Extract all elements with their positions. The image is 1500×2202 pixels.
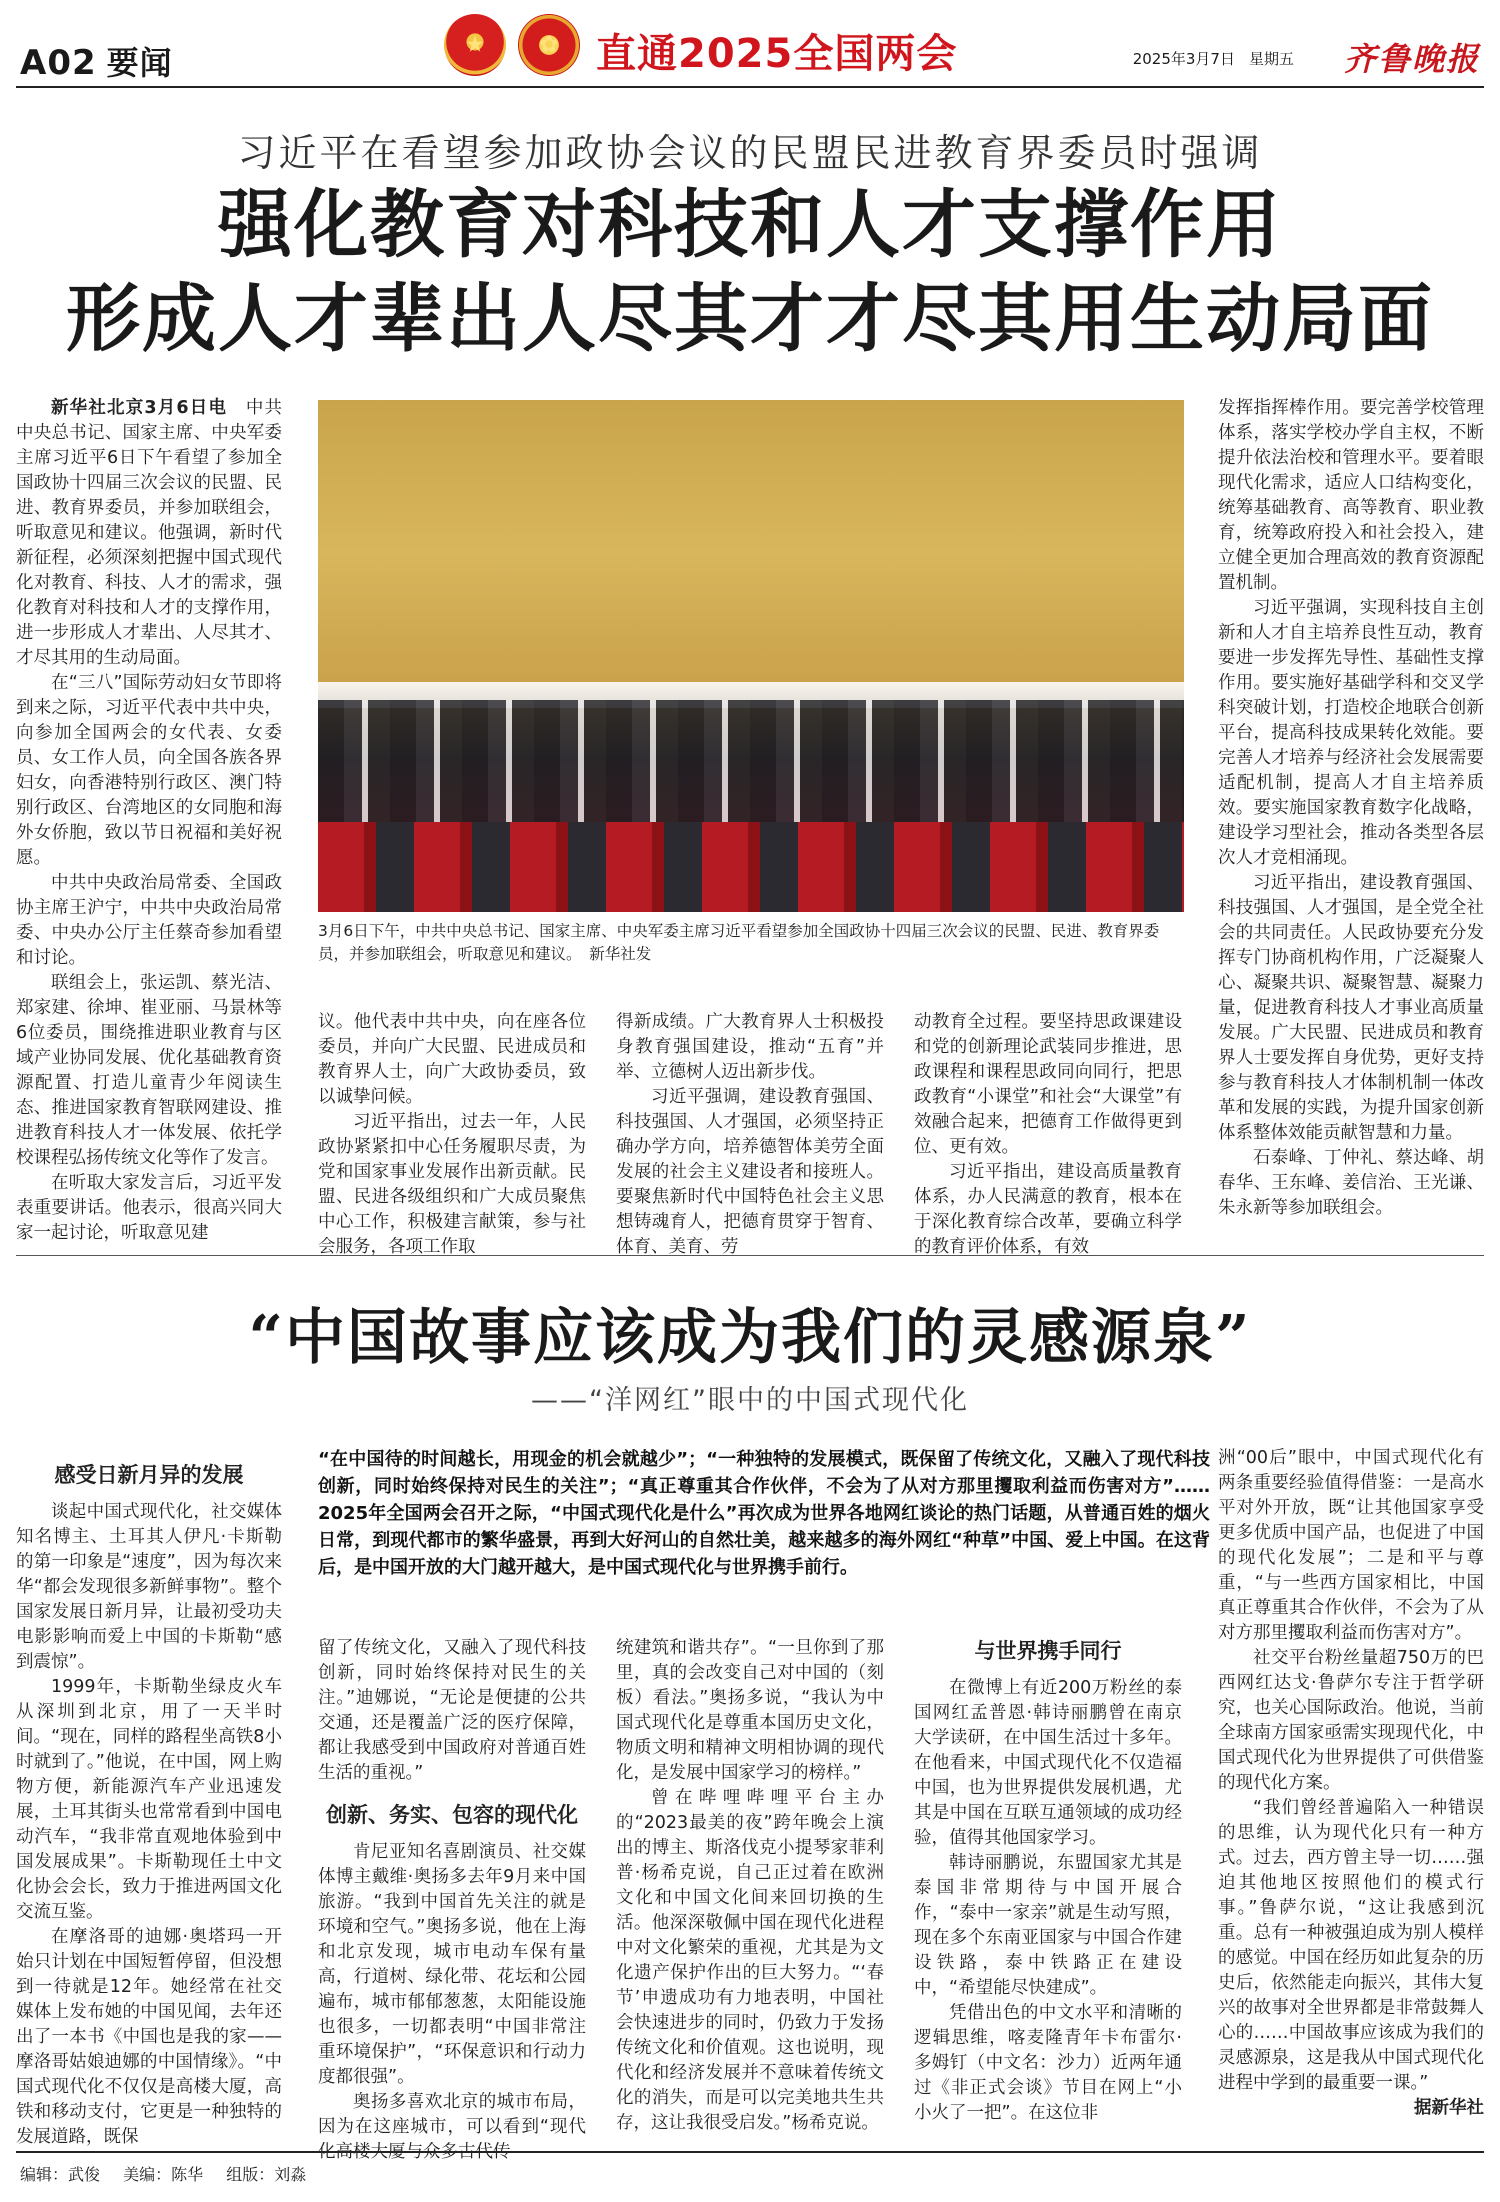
- paragraph: 习近平指出，过去一年，人民政协紧紧扣中心任务履职尽责，为党和国家事业发展作出新贡献。民盟、民进各级组织和广大成员聚焦中心工作，积极建言献策，参与社会服务，各项工作取: [318, 1112, 586, 1257]
- paragraph: 习近平指出，建设教育强国、科技强国、人才强国，是全党全社会的共同责任。人民政协要充分发挥专门协商机构作用，广泛凝聚人心、凝聚共识、凝聚智慧、凝聚力量，促进教育科技人才事业高质量发展。广大民盟、民进成员和教育界人士要发挥自身优势，更好支持参与教育科技人才体制机制一体改革和发展的实践，为提升国家创新体系整体效能贡献智慧和力量。: [1218, 873, 1484, 1143]
- paragraph: 石泰峰、丁仲礼、蔡达峰、胡春华、王东峰、姜信治、王光谦、朱永新等参加联组会。: [1218, 1148, 1484, 1218]
- dateline-lead: 新华社北京3月6日电: [51, 398, 228, 418]
- paragraph: “我们曾经普遍陷入一种错误的思维，认为现代化只有一种方式。过去，西方曾主导一切……强迫其他地区按照他们的模式行事。”鲁萨尔说，“这让我感到沉重。总有一种被强迫成为别人模样的感觉。中国在经历如此复杂的历史后，依然能走向振兴，其伟大复兴的故事对全世界都是非常鼓舞人心的……中国故事应该成为我们的灵感源泉，这是我从中国式现代化进程中学到的最重要一课。”: [1218, 1798, 1484, 2093]
- paragraph: 肯尼亚知名喜剧演员、社交媒体博主戴维·奥扬多去年9月来中国旅游。“我到中国首先关注的就是环境和空气。”奥扬多说，他在上海和北京发现，城市电动车保有量高，行道树、绿化带、花坛和公园遍布，城市郁郁葱葱，太阳能设施也很多，一切都表明“中国非常注重环境保护”，“环保意识和行动力度都很强”。: [318, 1842, 586, 2087]
- article1-column-4: [914, 1010, 1182, 1257]
- paragraph: 得新成绩。广大教育界人士积极投身教育强国建设，推动“五育”并举、立德树人迈出新步伐。: [616, 1012, 884, 1082]
- article2-column-3: [616, 1636, 884, 2146]
- article2-headline: “中国故事应该成为我们的灵感源泉”: [248, 1303, 1252, 1373]
- article2-column-1: [16, 1460, 282, 2146]
- article-source: 据新华社: [1414, 2098, 1484, 2118]
- paragraph: 统建筑和谐共存”。“一旦你到了那里，真的会改变自己对中国的（刻板）看法。”奥扬多说，“我认为中国式现代化是尊重本国历史文化，物质文明和精神文明相协调的现代化，是发展中国家学习的榜样。”: [616, 1638, 884, 1783]
- section-divider: [16, 1255, 1484, 1256]
- section-heading: 与世界携手同行: [974, 1639, 1122, 1663]
- paragraph: 在“三八”国际劳动妇女节即将到来之际，习近平代表中共中央，向参加全国两会的女代表、女委员、女工作人员，向全国各族各界妇女，向香港特别行政区、澳门特别行政区、台湾地区的女同胞和海外女侨胞，致以节日祝福和美好祝愿。: [16, 673, 282, 868]
- article2-subheadline: ——“洋网红”眼中的中国式现代化: [531, 1385, 969, 1416]
- article1-headline-line2: 形成人才辈出人尽其才才尽其用生动局面: [66, 276, 1434, 362]
- paragraph: 联组会上，张运凯、蔡光洁、郑家建、徐坤、崔亚丽、马景林等6位委员，围绕推进职业教育与区域产业协同发展、优化基础教育资源配置、打造儿童青少年阅读生态、推进国家教育智联网建设、推进教育科技人才一体发展、依托学校课程弘扬传统文化等作了发言。: [16, 973, 282, 1168]
- masthead: [16, 0, 1484, 88]
- paragraph: 习近平强调，建设教育强国、科技强国、人才强国，必须坚持正确办学方向，培养德智体美劳全面发展的社会主义建设者和接班人。要聚焦新时代中国特色社会主义思想铸魂育人，把德育贯穿于智育、体育、美育、劳: [616, 1087, 884, 1257]
- paragraph: 社交平台粉丝量超750万的巴西网红达戈·鲁萨尔专注于哲学研究，也关心国际政治。他说，当前全球南方国家亟需实现现代化，中国式现代化为世界提供了可供借鉴的现代化方案。: [1218, 1648, 1484, 1793]
- section-heading: 感受日新月异的发展: [54, 1463, 244, 1487]
- paragraph: 奥扬多喜欢北京的城市布局，因为在这座城市，可以看到“现代化高楼大厦与众多古代传: [318, 2092, 586, 2162]
- article2-column-2: [318, 1636, 586, 2162]
- article1-column-3: [616, 1010, 884, 1257]
- article1-column-2: [318, 1010, 586, 1257]
- article2-column-4: [914, 1636, 1182, 2146]
- paragraph: 中共中央政治局常委、全国政协主席王沪宁，中共中央政治局常委、中央办公厅主任蔡奇参加看望和讨论。: [16, 873, 282, 968]
- proofreader-credit: 组版：刘淼: [226, 2165, 307, 2184]
- section-heading: 创新、务实、包容的现代化: [326, 1803, 578, 1827]
- section-name: 要闻: [106, 44, 173, 82]
- national-emblem-icon: ★: [444, 14, 506, 76]
- article2-column-5: [1218, 1446, 1484, 2146]
- paragraph: 曾在哔哩哔哩平台主办的“2023最美的夜”跨年晚会上演出的博主、斯洛伐克小提琴家菲利普·杨希克说，自己正过着在欧洲文化和中国文化间来回切换的生活。他深深敬佩中国在现代化进程中对文化繁荣的重视，尤其是为文化遗产保护作出的巨大努力。“‘春节’申遗成功有力地表明，中国社会快速进步的同时，仍致力于发扬传统文化和价值观。这也说明，现代化和经济发展并不意味着传统文化的消失，而是可以完美地共生共存，这让我很受启发。”杨希克说。: [616, 1788, 884, 2133]
- article1-column-1: [16, 396, 283, 1243]
- footer-divider: [16, 2151, 1484, 2153]
- paragraph: 在听取大家发言后，习近平发表重要讲话。他表示，很高兴同大家一起讨论，听取意见建: [16, 1173, 282, 1243]
- paragraph: 1999年，卡斯勒坐绿皮火车从深圳到北京，用了一天半时间。“现在，同样的路程坐高铁8小时就到了。”他说，在中国，网上购物方便，新能源汽车产业迅速发展，土耳其街头也常常看到中国电动汽车，“我非常直观地体验到中国发展成果”。卡斯勒现任土中文化协会会长，致力于推进两国文化交流互鉴。: [16, 1677, 282, 1922]
- paragraph: 发挥指挥棒作用。要完善学校管理体系，落实学校办学自主权，不断提升依法治校和管理水平。要着眼现代化需求，适应人口结构变化，统筹基础教育、高等教育、职业教育，统筹政府投入和社会投入，建立健全更加合理高效的教育资源配置机制。: [1218, 398, 1484, 593]
- paragraph: 在摩洛哥的迪娜·奥塔玛一开始只计划在中国短暂停留，但没想到一待就是12年。她经常在社交媒体上发布她的中国见闻，去年还出了一本书《中国也是我的家——摩洛哥姑娘迪娜的中国情缘》。“中国式现代化不仅仅是高楼大厦，高铁和移动支付，它更是一种独特的发展道路，既保: [16, 1927, 282, 2147]
- paragraph: 习近平强调，实现科技自主创新和人才自主培养良性互动，教育要进一步发挥先导性、基础性支撑作用。要实施好基础学科和交叉学科突破计划，打造校企地联合创新平台，提高科技成果转化效能。要完善人才培养与经济社会发展需要适配机制，提高人才自主培养质效。要实施国家教育数字化战略，建设学习型社会，推动各类型各层次人才竞相涌现。: [1218, 598, 1484, 868]
- article1-headline-line1: 强化教育对科技和人才支撑作用: [218, 182, 1282, 268]
- issue-date: 2025年3月7日: [1132, 50, 1235, 68]
- paragraph: 凭借出色的中文水平和清晰的逻辑思维，喀麦隆青年卡布雷尔·多姆钉（中文名：沙力）近两年通过《非正式会谈》节目在网上“小小火了一把”。在这位非: [914, 2003, 1182, 2123]
- paragraph: 韩诗丽鹏说，东盟国家尤其是泰国非常期待与中国开展合作，“泰中一家亲”就是生动写照，现在多个东南亚国家与中国合作建设铁路，泰中铁路正在建设中，“希望能尽快建成”。: [914, 1853, 1182, 1998]
- paragraph: 留了传统文化，又融入了现代科技创新，同时始终保持对民生的关注。”迪娜说，“无论是便捷的公共交通，还是覆盖广泛的医疗保障，都让我感受到中国政府对普通百姓生活的重视。”: [318, 1638, 586, 1783]
- paragraph: 议。他代表中共中央，向在座各位委员，并向广大民盟、民进成员和教育界人士，向广大政协委员，致以诚挚问候。: [318, 1012, 586, 1107]
- paragraph: 动教育全过程。要坚持思政课建设和党的创新理论武装同步推进，思政课程和课程思政同向同行，把思政教育“小课堂”和社会“大课堂”有效融合起来，把德育工作做得更到位、更有效。: [914, 1012, 1182, 1157]
- meeting-photo: [318, 400, 1184, 912]
- article1-kicker: 习近平在看望参加政协会议的民盟民进教育界委员时强调: [237, 131, 1263, 175]
- cppcc-emblem-icon: ✿: [518, 14, 580, 76]
- article1-column-5: [1218, 396, 1484, 1236]
- article2-intro: “在中国待的时间越长，用现金的机会就越少”；“一种独特的发展模式，既保留了传统文化，又融入了现代科技创新，同时始终保持对民生的关注”；“真正尊重其合作伙伴，不会为了从对方那里攫取利益而伤害对方”……2025年全国两会召开之际，“中国式现代化是什么”再次成为世界各地网红谈论的热门话题，从普通百姓的烟火日常，到现代都市的繁华盛景，再到大好河山的自然壮美，越来越多的海外网红“种草”中国、爱上中国。在这背后，是中国开放的大门越开越大，是中国式现代化与世界携手前行。: [318, 1449, 1210, 1578]
- paragraph: 中共中央总书记、国家主席、中央军委主席习近平6日下午看望了参加全国政协十四届三次会议的民盟、民进、教育界委员，并参加联组会，听取意见和建议。他强调，新时代新征程，必须深刻把握中国式现代化对教育、科技、人才的需求，强化教育对科技和人才的支撑作用，进一步形成人才辈出、人尽其才、才尽其用的生动局面。: [16, 398, 283, 668]
- dateline: [1119, 48, 1294, 69]
- editor-credit: 编辑：武俊: [20, 2165, 101, 2184]
- paper-logo: 齐鲁晚报: [1343, 40, 1480, 78]
- paragraph: 洲“00后”眼中，中国式现代化有两条重要经验值得借鉴：一是高水平对外开放，既“让其他国家享受更多优质中国产品，也促进了中国的现代化发展”；二是和平与尊重，“与一些西方国家相比，中国真正尊重其合作伙伴，不会为了从对方那里攫取利益而伤害对方”。: [1218, 1448, 1484, 1643]
- paragraph: 习近平指出，建设高质量教育体系，办人民满意的教育，根本在于深化教育综合改革，要确立科学的教育评价体系，有效: [914, 1162, 1182, 1257]
- designer-credit: 美编：陈华: [123, 2165, 204, 2184]
- paragraph: 谈起中国式现代化，社交媒体知名博主、土耳其人伊凡·卡斯勒的第一印象是“速度”，因为每次来华“都会发现很多新鲜事物”。整个国家发展日新月异，让最初受功夫电影影响而爱上中国的卡斯勒“感到震惊”。: [16, 1502, 282, 1672]
- photo-caption: 3月6日下午，中共中央总书记、国家主席、中央军委主席习近平看望参加全国政协十四届三次会议的民盟、民进、教育界委员，并参加联组会，听取意见和建议。 新华社发: [318, 922, 1160, 963]
- banner-title: 直通2025全国两会: [596, 31, 958, 77]
- issue-weekday: 星期五: [1248, 50, 1294, 68]
- page-number: A02 要闻: [20, 43, 173, 83]
- paragraph: 在微博上有近200万粉丝的泰国网红孟普恩·韩诗丽鹏曾在南京大学读研，在中国生活过十多年。在他看来，中国式现代化不仅造福中国，也为世界提供发展机遇，尤其是中国在互联互通领域的成功经验，值得其他国家学习。: [914, 1678, 1182, 1848]
- credits-footer: [20, 2162, 324, 2185]
